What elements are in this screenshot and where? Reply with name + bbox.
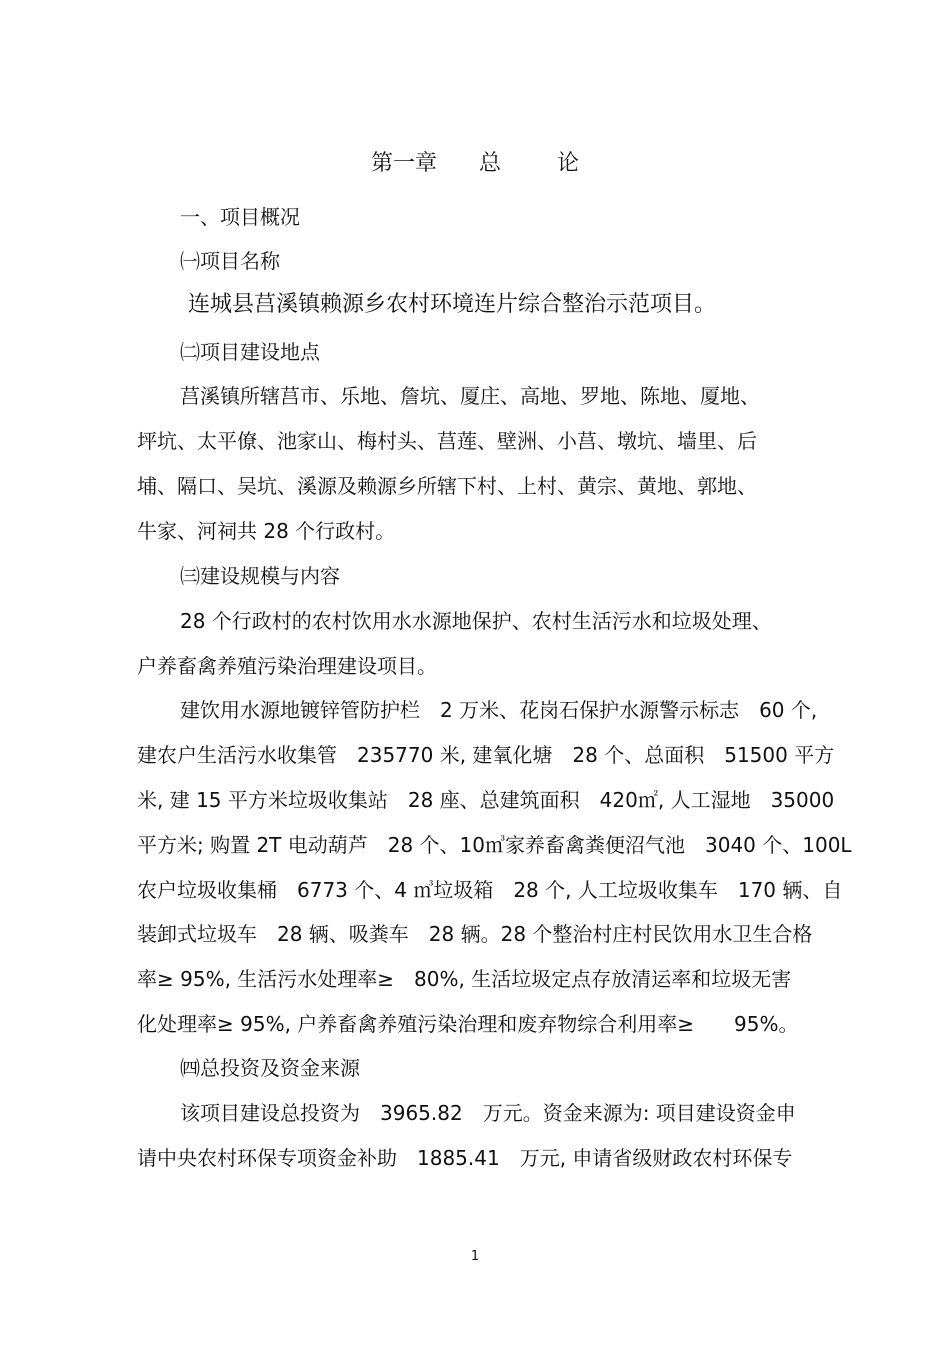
body-line: 装卸式垃圾车 28 辆、吸粪车 28 辆。28 个整治村庄村民饮用水卫生合格	[137, 922, 813, 946]
project-name: 连城县莒溪镇赖源乡农村环境连片综合整治示范项目。	[188, 292, 717, 317]
body-line: 坪坑、太平僚、池家山、梅村头、莒莲、壁洲、小莒、墩坑、墙里、后	[137, 429, 757, 453]
body-line: 埔、隔口、吴坑、溪源及赖源乡所辖下村、上村、黄宗、黄地、郭地、	[137, 474, 757, 498]
body-line: 建农户生活污水收集管 235770 米, 建氧化塘 28 个、总面积 51500 平方	[137, 743, 835, 767]
body-line: 建饮用水源地镀锌管防护栏 2 万米、花岗石保护水源警示标志 60 个,	[180, 698, 818, 722]
page-number: 1	[470, 1249, 480, 1264]
body-line: 平方米; 购置 2T 电动葫芦 28 个、10㎥家养畜禽粪便沼气池 3040 个、100L	[137, 833, 852, 857]
subsection-heading: ㈡项目建设地点	[180, 340, 320, 364]
body-line: 农户垃圾收集桶 6773 个、4 ㎥垃圾箱 28 个, 人工垃圾收集车 170 辆、自	[137, 878, 843, 902]
body-line: 米, 建 15 平方米垃圾收集站 28 座、总建筑面积 420㎡, 人工湿地 35000	[137, 788, 835, 812]
chapter-title	[0, 150, 950, 178]
body-line: 户养畜禽养殖污染治理建设项目。	[137, 654, 437, 678]
chapter-title-part: 论	[557, 151, 580, 176]
subsection-heading: ㈠项目名称	[180, 249, 280, 273]
subsection-heading: ㈣总投资及资金来源	[180, 1056, 360, 1080]
chapter-title-part: 总	[478, 151, 501, 176]
body-line: 莒溪镇所辖莒市、乐地、詹坑、厦庄、高地、罗地、陈地、厦地、	[180, 384, 760, 408]
body-line: 请中央农村环保专项资金补助 1885.41 万元, 申请省级财政农村环保专	[137, 1146, 793, 1170]
section-heading: 一、项目概况	[180, 205, 300, 229]
body-line: 该项目建设总投资为 3965.82 万元。资金来源为: 项目建设资金申	[180, 1101, 796, 1125]
body-line: 化处理率≥ 95%, 户养畜禽养殖污染治理和废弃物综合利用率≥ 95%。	[137, 1012, 799, 1036]
body-line: 牛家、河祠共 28 个行政村。	[137, 519, 396, 543]
subsection-heading: ㈢建设规模与内容	[180, 564, 340, 588]
body-line: 率≥ 95%, 生活污水处理率≥ 80%, 生活垃圾定点存放清运率和垃圾无害	[137, 967, 792, 991]
body-line: 28 个行政村的农村饮用水水源地保护、农村生活污水和垃圾处理、	[180, 609, 772, 633]
chapter-title-part: 第一章	[370, 151, 437, 176]
